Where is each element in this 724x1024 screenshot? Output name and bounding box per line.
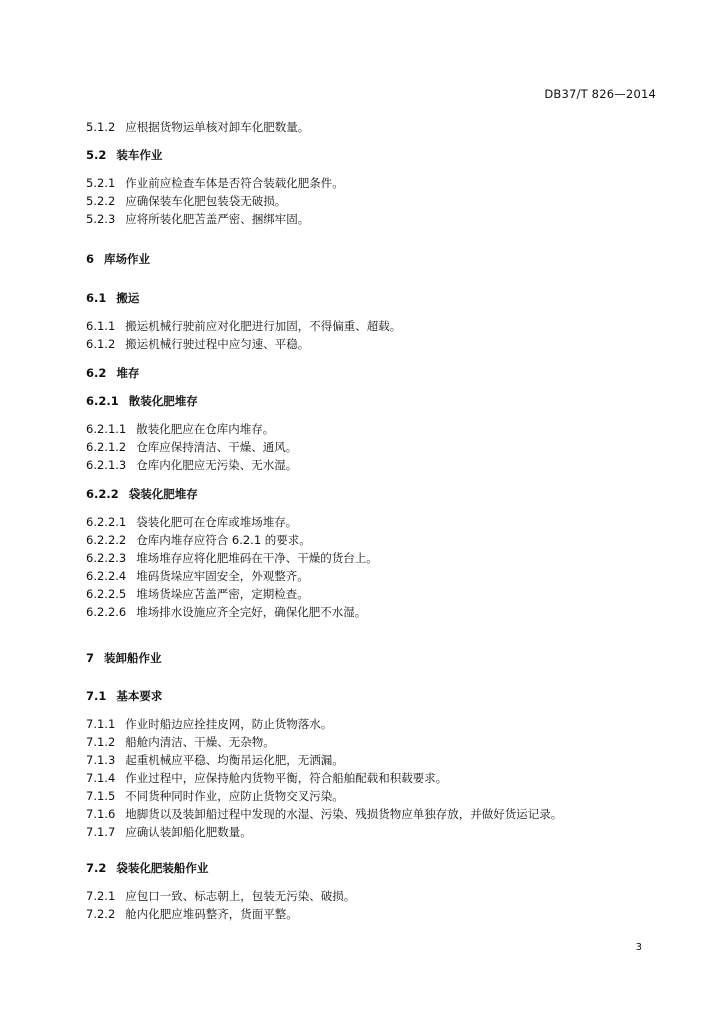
clause-number: 6.2.2.5 bbox=[86, 587, 127, 601]
clause-text: 仓库内化肥应无污染、无水湿。 bbox=[136, 458, 298, 472]
clause-text: 堆存 bbox=[116, 366, 140, 380]
clause-line bbox=[86, 515, 297, 529]
clause-text: 库场作业 bbox=[104, 252, 151, 266]
clause-number: 7.1.4 bbox=[86, 771, 116, 785]
clause-number: 5.1.2 bbox=[86, 120, 116, 134]
clause-number: 7.2.2 bbox=[86, 907, 116, 921]
clause-text: 散装化肥堆存 bbox=[128, 394, 198, 408]
clause-number: 5.2 bbox=[86, 148, 107, 162]
clause-text: 应确认装卸船化肥数量。 bbox=[125, 825, 252, 839]
clause-line bbox=[86, 735, 275, 749]
clause-number: 5.2.3 bbox=[86, 212, 116, 226]
clause-line bbox=[86, 176, 344, 190]
section-heading bbox=[86, 291, 139, 305]
clause-number: 6.2.1 bbox=[86, 394, 119, 408]
clause-number: 6.2.1.2 bbox=[86, 440, 127, 454]
clause-number: 6.2.2 bbox=[86, 487, 119, 501]
clause-line bbox=[86, 807, 562, 821]
clause-number: 7.1.5 bbox=[86, 789, 116, 803]
clause-text: 散装化肥应在仓库内堆存。 bbox=[136, 422, 275, 436]
clause-number: 6.1 bbox=[86, 291, 107, 305]
clause-number: 7.2 bbox=[86, 861, 107, 875]
section-heading bbox=[86, 487, 198, 501]
clause-line bbox=[86, 825, 252, 839]
clause-text: 装车作业 bbox=[116, 148, 163, 162]
clause-text: 堆场排水设施应齐全完好，确保化肥不水湿。 bbox=[136, 605, 367, 619]
clause-number: 7.1.7 bbox=[86, 825, 116, 839]
clause-text: 船舱内清洁、干燥、无杂物。 bbox=[125, 735, 275, 749]
clause-number: 5.2.1 bbox=[86, 176, 116, 190]
page-number: 3 bbox=[635, 942, 642, 953]
clause-line bbox=[86, 422, 274, 436]
clause-text: 堆场货垛应苫盖严密，定期检查。 bbox=[136, 587, 309, 601]
clause-number: 7.1.1 bbox=[86, 717, 116, 731]
clause-number: 6.2.2.2 bbox=[86, 533, 127, 547]
clause-text: 舱内化肥应堆码整齐，货面平整。 bbox=[125, 907, 298, 921]
clause-number: 7.1.6 bbox=[86, 807, 116, 821]
clause-number: 6.2.2.1 bbox=[86, 515, 127, 529]
clause-number: 6.2.1.1 bbox=[86, 422, 127, 436]
clause-text: 应包口一致、标志朝上，包装无污染、破损。 bbox=[125, 889, 356, 903]
section-heading bbox=[86, 394, 198, 408]
clause-number: 6.2.2.3 bbox=[86, 551, 127, 565]
clause-number: 7.1.3 bbox=[86, 753, 116, 767]
clause-number: 6.2 bbox=[86, 366, 107, 380]
clause-line bbox=[86, 753, 344, 767]
clause-number: 6.1.2 bbox=[86, 337, 116, 351]
clause-line bbox=[86, 337, 309, 351]
clause-line bbox=[86, 889, 355, 903]
clause-text: 不同货种同时作业，应防止货物交叉污染。 bbox=[125, 789, 344, 803]
clause-text: 袋装化肥堆存 bbox=[128, 487, 198, 501]
clause-line bbox=[86, 533, 311, 547]
clause-number: 6.1.1 bbox=[86, 319, 116, 333]
clause-line bbox=[86, 440, 297, 454]
section-heading bbox=[86, 689, 162, 703]
clause-text: 地脚货以及装卸船过程中发现的水湿、污染、残损货物应单独存放，并做好货运记录。 bbox=[125, 807, 563, 821]
clause-line bbox=[86, 194, 286, 208]
clause-text: 堆码货垛应牢固安全，外观整齐。 bbox=[136, 569, 309, 583]
clause-line bbox=[86, 771, 447, 785]
clause-text: 堆场堆存应将化肥堆码在干净、干燥的货台上。 bbox=[136, 551, 378, 565]
section-heading bbox=[86, 366, 139, 380]
document-code: DB37/T 826—2014 bbox=[544, 87, 656, 101]
section-heading bbox=[86, 252, 150, 266]
clause-line bbox=[86, 587, 309, 601]
clause-number: 6.2.2.4 bbox=[86, 569, 127, 583]
section-heading bbox=[86, 148, 162, 162]
clause-text: 作业前应检查车体是否符合装载化肥条件。 bbox=[125, 176, 344, 190]
clause-text: 起重机械应平稳、均衡吊运化肥，无洒漏。 bbox=[125, 753, 344, 767]
clause-text: 搬运机械行驶前应对化肥进行加固，不得偏重、超载。 bbox=[125, 319, 402, 333]
clause-text: 应将所装化肥苫盖严密、捆绑牢固。 bbox=[125, 212, 310, 226]
clause-line bbox=[86, 319, 401, 333]
clause-text: 装卸船作业 bbox=[104, 651, 162, 665]
section-heading bbox=[86, 861, 208, 875]
clause-line bbox=[86, 212, 309, 226]
clause-line bbox=[86, 458, 297, 472]
clause-text: 应根据货物运单核对卸车化肥数量。 bbox=[125, 120, 310, 134]
clause-line bbox=[86, 789, 344, 803]
section-heading bbox=[86, 651, 162, 665]
clause-line bbox=[86, 907, 298, 921]
clause-text: 作业时船边应拴挂皮网，防止货物落水。 bbox=[125, 717, 333, 731]
clause-text: 仓库内堆存应符合 6.2.1 的要求。 bbox=[136, 533, 311, 547]
clause-text: 搬运 bbox=[116, 291, 140, 305]
clause-number: 7 bbox=[86, 651, 95, 665]
clause-text: 搬运机械行驶过程中应匀速、平稳。 bbox=[125, 337, 310, 351]
clause-line bbox=[86, 551, 378, 565]
clause-number: 7.1.2 bbox=[86, 735, 116, 749]
clause-number: 6 bbox=[86, 252, 95, 266]
clause-number: 5.2.2 bbox=[86, 194, 116, 208]
clause-text: 基本要求 bbox=[116, 689, 163, 703]
clause-text: 仓库应保持清洁、干燥、通风。 bbox=[136, 440, 298, 454]
clause-line bbox=[86, 569, 309, 583]
clause-text: 作业过程中，应保持舱内货物平衡，符合船舶配载和积载要求。 bbox=[125, 771, 448, 785]
clause-text: 应确保装车化肥包装袋无破损。 bbox=[125, 194, 287, 208]
clause-number: 6.2.1.3 bbox=[86, 458, 127, 472]
clause-line bbox=[86, 717, 332, 731]
clause-number: 6.2.2.6 bbox=[86, 605, 127, 619]
clause-text: 袋装化肥可在仓库或堆场堆存。 bbox=[136, 515, 298, 529]
clause-line bbox=[86, 605, 366, 619]
clause-text: 袋装化肥装船作业 bbox=[116, 861, 209, 875]
clause-number: 7.2.1 bbox=[86, 889, 116, 903]
clause-line bbox=[86, 120, 309, 134]
clause-number: 7.1 bbox=[86, 689, 107, 703]
